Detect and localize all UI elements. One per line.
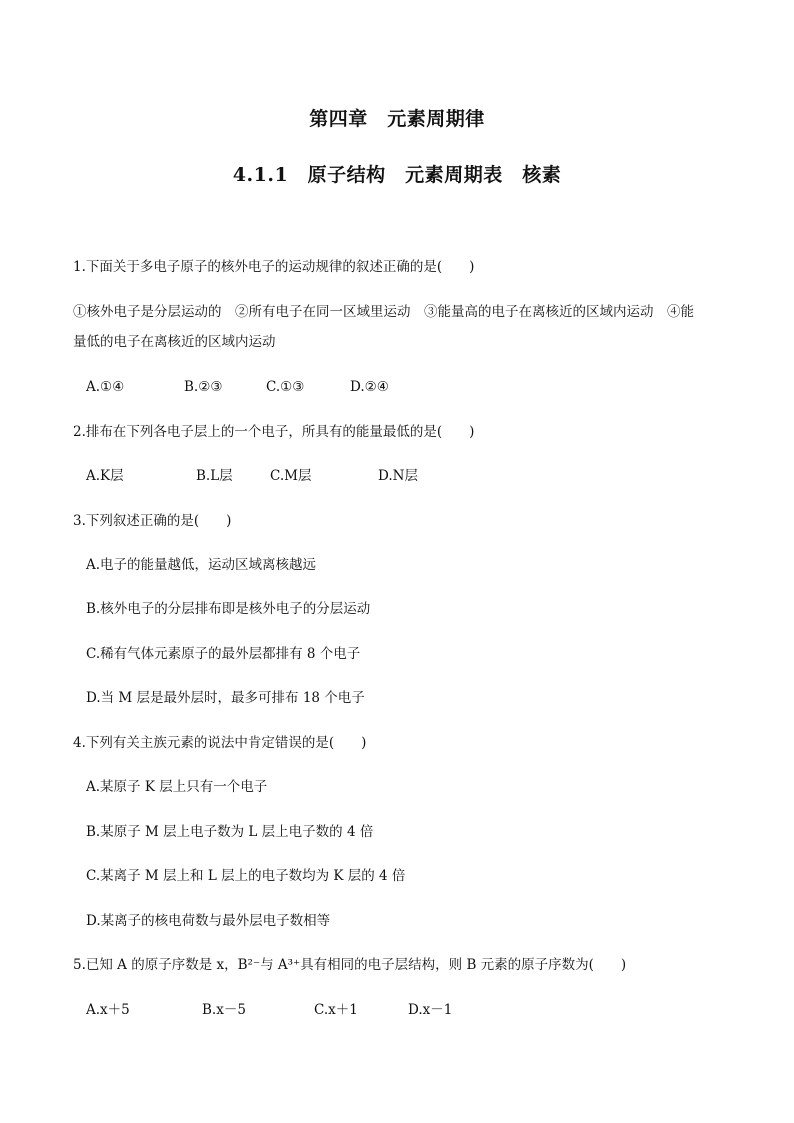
question-2-option-c: C.M层 <box>270 468 312 484</box>
question-4-option-d: D.某离子的核电荷数与最外层电子数相等 <box>86 913 331 929</box>
question-5-stem: 5.已知 A 的原子序数是 x，B²⁻与 A³⁺具有相同的电子层结构，则 B 元素的原子序数为( ) <box>73 957 627 973</box>
question-1-option-c: C.①③ <box>266 379 305 395</box>
question-5-option-d: D.x－1 <box>408 1002 453 1018</box>
question-3-stem: 3.下列叙述正确的是( ) <box>73 513 232 529</box>
question-4-option-a: A.某原子 K 层上只有一个电子 <box>86 779 268 795</box>
question-5-option-b: B.x－5 <box>202 1002 246 1018</box>
question-1-stem: 1.下面关于多电子原子的核外电子的运动规律的叙述正确的是( ) <box>73 259 475 275</box>
question-1-option-a: A.①④ <box>86 379 125 395</box>
question-3-option-d: D.当 M 层是最外层时，最多可排布 18 个电子 <box>86 690 365 706</box>
question-5-option-c: C.x＋1 <box>314 1002 358 1018</box>
question-2-option-a: A.K层 <box>86 468 124 484</box>
question-1-option-d: D.②④ <box>350 379 389 395</box>
question-1-statements-line-1: ①核外电子是分层运动的 ②所有电子在同一区域里运动 ③能量高的电子在离核近的区域内运动 ④能 <box>73 304 694 320</box>
question-2-stem: 2.排布在下列各电子层上的一个电子，所具有的能量最低的是( ) <box>73 424 475 440</box>
question-4-option-c: C.某离子 M 层上和 L 层上的电子数均为 K 层的 4 倍 <box>86 868 406 884</box>
question-2-option-b: B.L层 <box>196 468 233 484</box>
question-1-statements-line-2: 量低的电子在离核近的区域内运动 <box>73 334 276 350</box>
question-3-option-a: A.电子的能量越低，运动区域离核越远 <box>86 557 317 573</box>
question-2-option-d: D.N层 <box>378 468 418 484</box>
question-4-stem: 4.下列有关主族元素的说法中肯定错误的是( ) <box>73 735 367 751</box>
question-1-option-b: B.②③ <box>184 379 223 395</box>
question-4-option-b: B.某原子 M 层上电子数为 L 层上电子数的 4 倍 <box>86 824 374 840</box>
question-5-option-a: A.x＋5 <box>86 1002 130 1018</box>
question-3-option-c: C.稀有气体元素原子的最外层都排有 8 个电子 <box>86 646 361 662</box>
chapter-title: 第四章 元素周期律 <box>309 108 485 130</box>
section-title: 4.1.1 原子结构 元素周期表 核素 <box>232 164 562 186</box>
question-3-option-b: B.核外电子的分层排布即是核外电子的分层运动 <box>86 601 371 617</box>
